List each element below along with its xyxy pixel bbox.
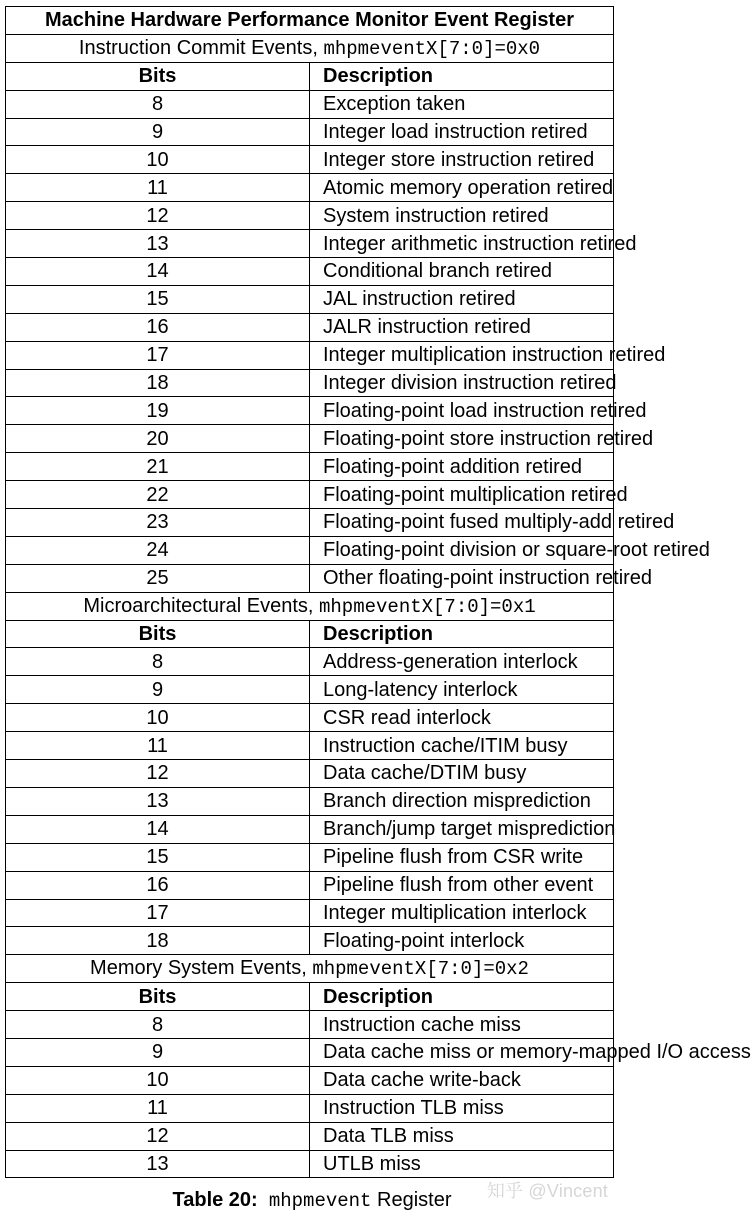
description-cell: Floating-point load instruction retired: [310, 397, 614, 425]
section-code: mhpmeventX[7:0]=0x0: [323, 37, 541, 60]
table-row: [6, 815, 614, 843]
bits-cell: 15: [6, 843, 310, 871]
bits-header: Bits: [6, 620, 310, 648]
table-row: [6, 90, 614, 118]
table-row: [6, 1150, 614, 1178]
bits-cell: 17: [6, 899, 310, 927]
bits-cell: 12: [6, 760, 310, 788]
description-cell: Branch direction misprediction: [310, 787, 614, 815]
bits-cell: 13: [6, 787, 310, 815]
description-header: Description: [310, 62, 614, 90]
description-cell: Data cache write-back: [310, 1066, 614, 1094]
table-row: [6, 564, 614, 592]
bits-cell: 15: [6, 285, 310, 313]
description-cell: Exception taken: [310, 90, 614, 118]
description-cell: Instruction cache/ITIM busy: [310, 732, 614, 760]
description-header: Description: [310, 620, 614, 648]
section-label: Memory System Events,: [90, 957, 313, 980]
bits-cell: 9: [6, 118, 310, 146]
bits-cell: 23: [6, 509, 310, 537]
table-row: [6, 1066, 614, 1094]
description-cell: System instruction retired: [310, 202, 614, 230]
section-heading: [6, 34, 614, 62]
table-row: [6, 704, 614, 732]
description-cell: Conditional branch retired: [310, 258, 614, 286]
bits-cell: 8: [6, 90, 310, 118]
bits-cell: 14: [6, 815, 310, 843]
description-cell: JALR instruction retired: [310, 313, 614, 341]
bits-cell: 11: [6, 732, 310, 760]
caption-text: Register: [371, 1189, 452, 1211]
bits-cell: 16: [6, 313, 310, 341]
bits-header: Bits: [6, 983, 310, 1011]
table-row: [6, 453, 614, 481]
caption-code: mhpmevent: [268, 1190, 372, 1212]
description-cell: Instruction TLB miss: [310, 1094, 614, 1122]
table-row: [6, 536, 614, 564]
column-header-row: [6, 620, 614, 648]
table-row: [6, 1122, 614, 1150]
caption-label: Table 20:: [172, 1189, 258, 1211]
bits-cell: 11: [6, 1094, 310, 1122]
section-row: [6, 955, 614, 983]
description-cell: Pipeline flush from CSR write: [310, 843, 614, 871]
table-row: [6, 258, 614, 286]
table-row: [6, 899, 614, 927]
bits-cell: 19: [6, 397, 310, 425]
description-cell: Data TLB miss: [310, 1122, 614, 1150]
event-register-table: [5, 6, 751, 1178]
bits-cell: 12: [6, 202, 310, 230]
description-cell: Floating-point interlock: [310, 927, 614, 955]
column-header-row: [6, 983, 614, 1011]
watermark: 知乎 @Vincent: [486, 1181, 608, 1201]
table-row: [6, 1094, 614, 1122]
description-cell: Other floating-point instruction retired: [310, 564, 614, 592]
description-header: Description: [310, 983, 614, 1011]
table-row: [6, 313, 614, 341]
description-cell: Branch/jump target misprediction: [310, 815, 614, 843]
description-cell: Integer arithmetic instruction retired: [310, 230, 614, 258]
bits-cell: 18: [6, 927, 310, 955]
event-register-body: [6, 7, 751, 1178]
bits-cell: 8: [6, 648, 310, 676]
bits-cell: 10: [6, 146, 310, 174]
section-code: mhpmeventX[7:0]=0x1: [319, 595, 536, 618]
bits-cell: 9: [6, 1038, 310, 1066]
description-cell: UTLB miss: [310, 1150, 614, 1178]
description-cell: Atomic memory operation retired: [310, 174, 614, 202]
section-label: Microarchitectural Events,: [83, 594, 319, 617]
section-code: mhpmeventX[7:0]=0x2: [312, 958, 529, 981]
bits-cell: 18: [6, 369, 310, 397]
description-cell: CSR read interlock: [310, 704, 614, 732]
description-cell: Address-generation interlock: [310, 648, 614, 676]
table-row: [6, 146, 614, 174]
table-row: [6, 369, 614, 397]
table-row: [6, 648, 614, 676]
description-cell: Pipeline flush from other event: [310, 871, 614, 899]
table-row: [6, 732, 614, 760]
table-row: [6, 1011, 614, 1039]
table-row: [6, 927, 614, 955]
bits-cell: 16: [6, 871, 310, 899]
description-cell: Long-latency interlock: [310, 676, 614, 704]
bits-cell: 12: [6, 1122, 310, 1150]
description-cell: Floating-point division or square-root retired: [310, 536, 614, 564]
bits-cell: 13: [6, 1150, 310, 1178]
section-label: Instruction Commit Events,: [78, 36, 324, 59]
bits-cell: 10: [6, 1066, 310, 1094]
table-row: [6, 787, 614, 815]
bits-cell: 20: [6, 425, 310, 453]
description-cell: Instruction cache miss: [310, 1011, 614, 1039]
description-cell: Data cache miss or memory-mapped I/O access: [310, 1038, 614, 1066]
table-row: [6, 174, 614, 202]
description-cell: Floating-point multiplication retired: [310, 481, 614, 509]
table-row: [6, 230, 614, 258]
table-row: [6, 676, 614, 704]
table-row: [6, 509, 614, 537]
bits-header: Bits: [6, 62, 310, 90]
table-row: [6, 843, 614, 871]
bits-cell: 10: [6, 704, 310, 732]
bits-cell: 21: [6, 453, 310, 481]
section-row: [6, 592, 614, 620]
description-cell: Integer store instruction retired: [310, 146, 614, 174]
bits-cell: 25: [6, 564, 310, 592]
table-row: [6, 871, 614, 899]
table-row: [6, 425, 614, 453]
table-title-row: [6, 7, 614, 35]
bits-cell: 11: [6, 174, 310, 202]
section-heading: [6, 592, 614, 620]
description-cell: Integer multiplication interlock: [310, 899, 614, 927]
bits-cell: 24: [6, 536, 310, 564]
bits-cell: 8: [6, 1011, 310, 1039]
bits-cell: 22: [6, 481, 310, 509]
bits-cell: 14: [6, 258, 310, 286]
bits-cell: 13: [6, 230, 310, 258]
table-row: [6, 118, 614, 146]
description-cell: Integer load instruction retired: [310, 118, 614, 146]
section-row: [6, 34, 614, 62]
description-cell: Floating-point addition retired: [310, 453, 614, 481]
bits-cell: 9: [6, 676, 310, 704]
description-cell: Integer multiplication instruction retired: [310, 341, 614, 369]
bits-cell: 17: [6, 341, 310, 369]
description-cell: Data cache/DTIM busy: [310, 760, 614, 788]
table-row: [6, 481, 614, 509]
section-heading: [6, 955, 614, 983]
description-cell: Integer division instruction retired: [310, 369, 614, 397]
column-header-row: [6, 62, 614, 90]
table-row: [6, 760, 614, 788]
table-row: [6, 1038, 614, 1066]
table-row: [6, 341, 614, 369]
table-row: [6, 397, 614, 425]
description-cell: JAL instruction retired: [310, 285, 614, 313]
table-row: [6, 202, 614, 230]
table-title: Machine Hardware Performance Monitor Event Register: [6, 7, 614, 35]
table-row: [6, 285, 614, 313]
description-cell: Floating-point fused multiply-add retired: [310, 509, 614, 537]
description-cell: Floating-point store instruction retired: [310, 425, 614, 453]
